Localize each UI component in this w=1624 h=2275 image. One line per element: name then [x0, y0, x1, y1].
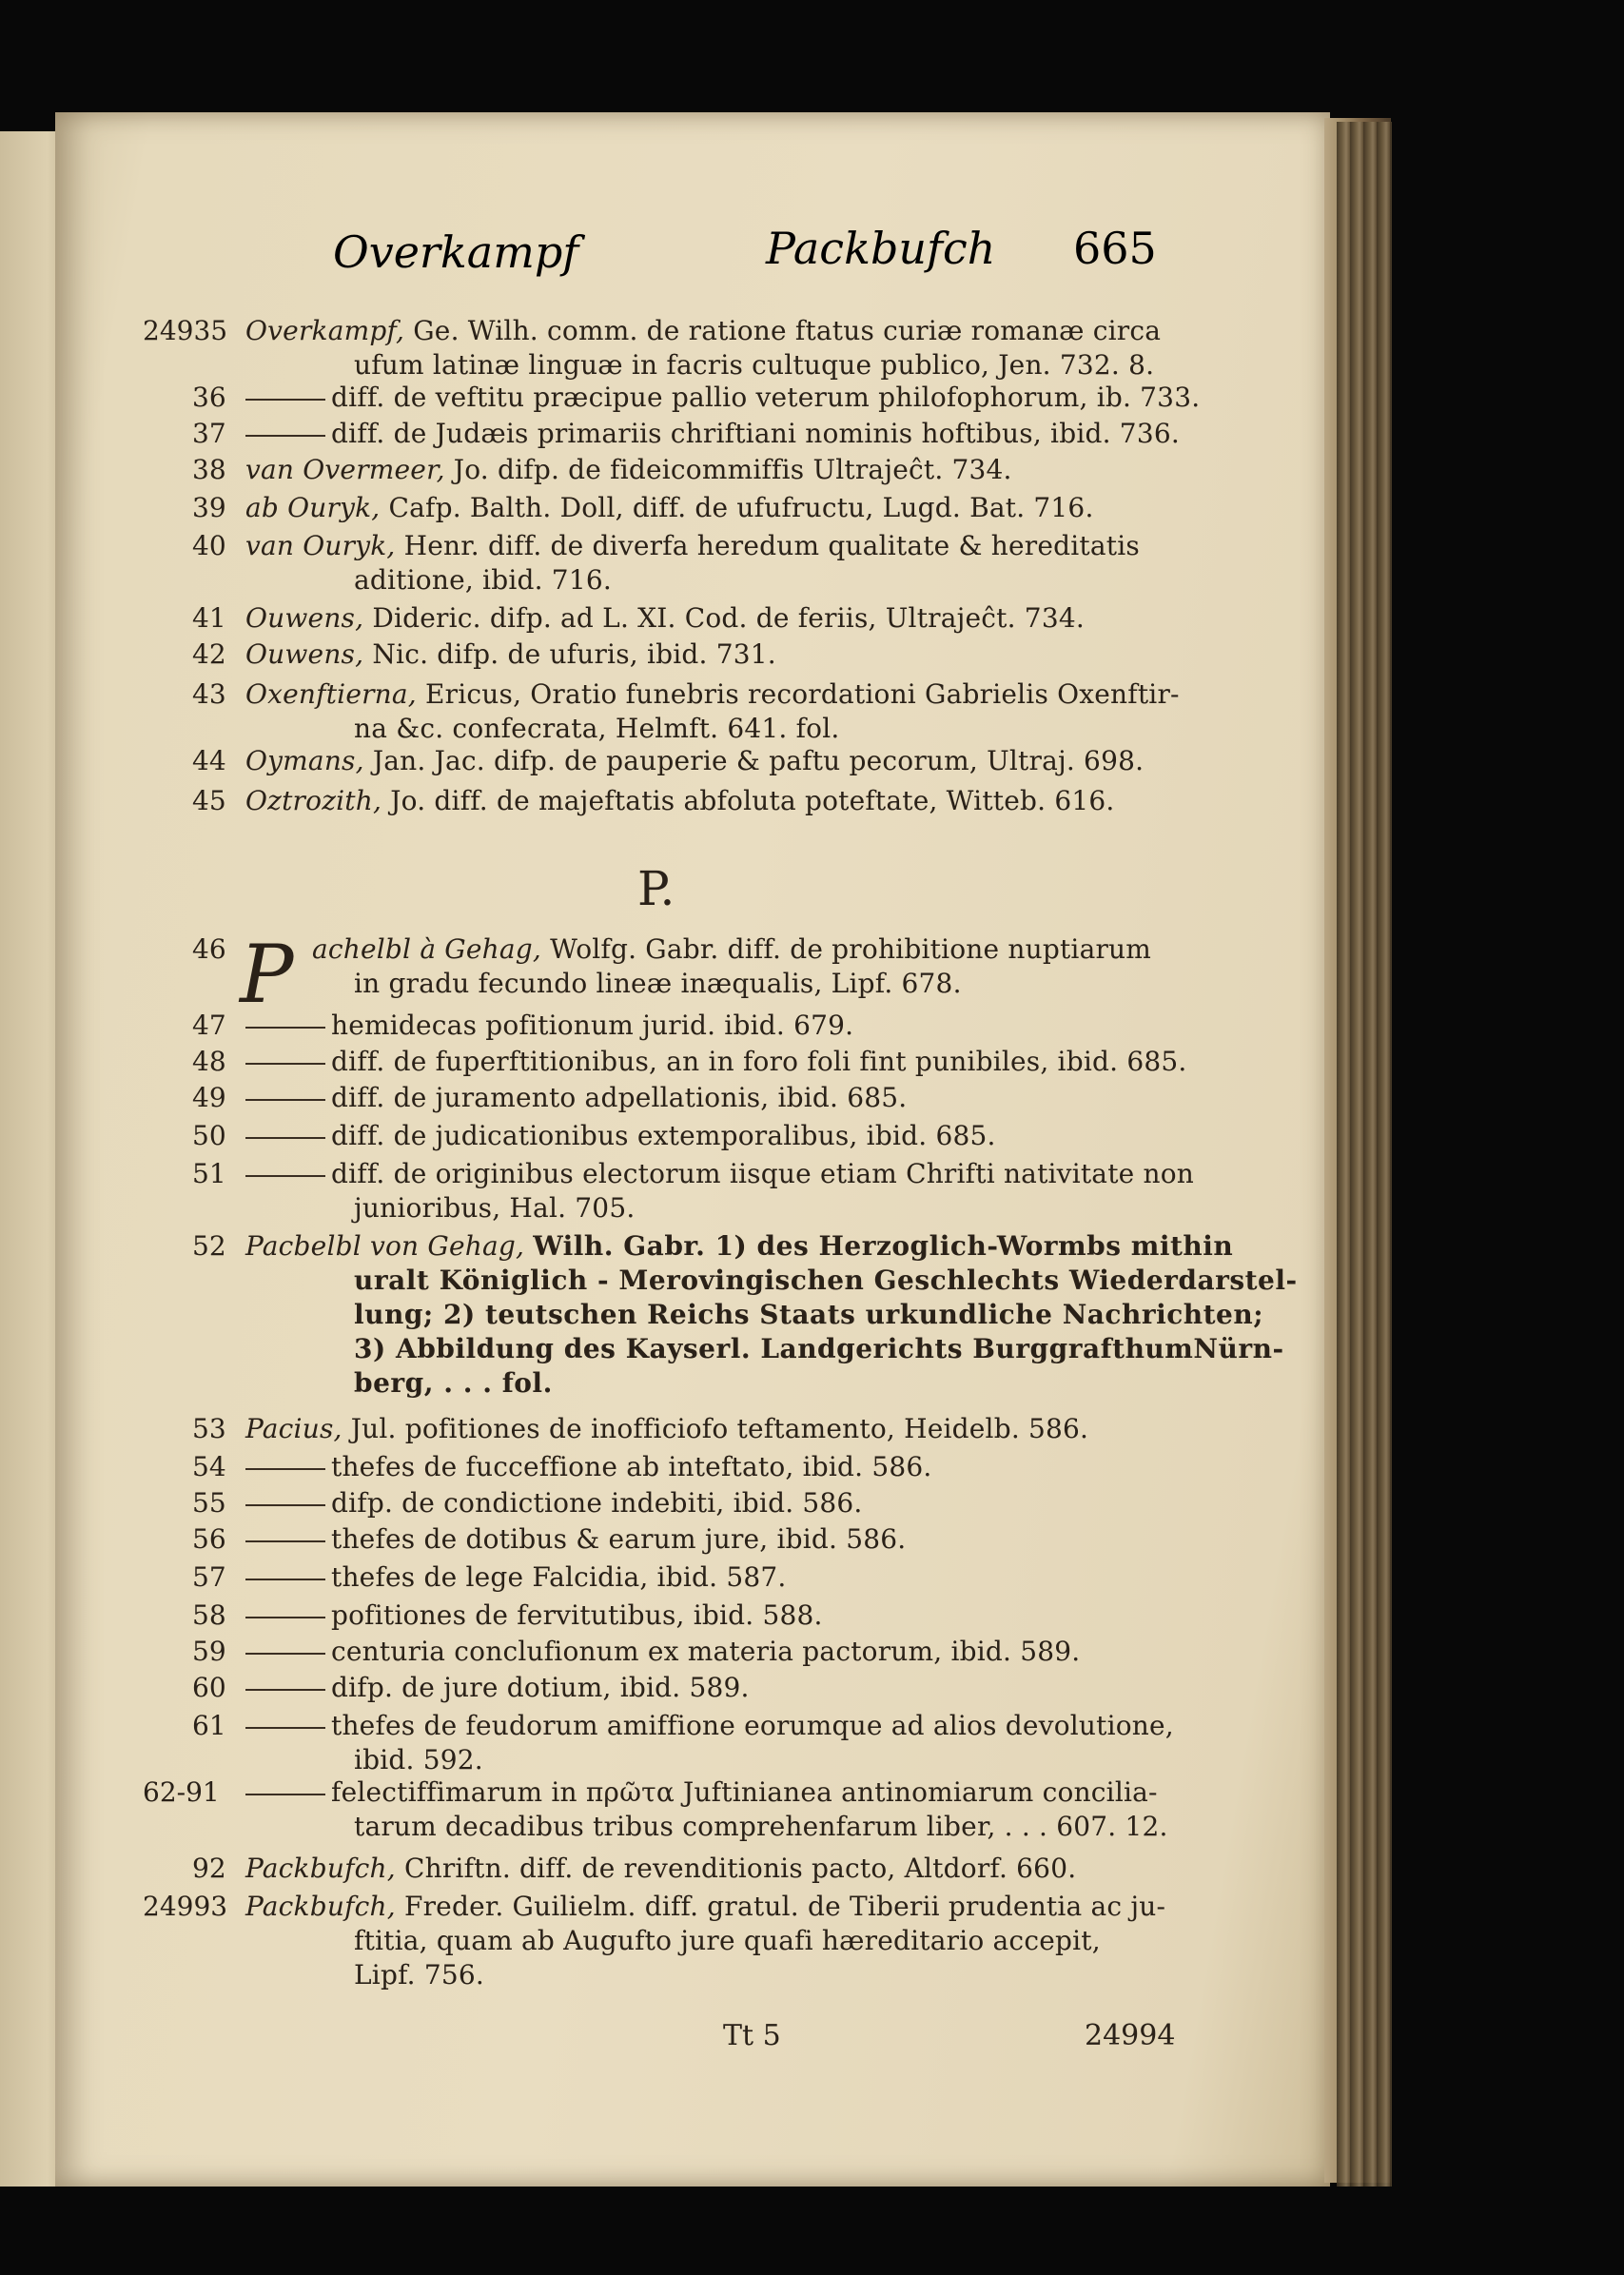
entry-continuation-line: [354, 1743, 483, 1777]
entry-continuation-line: [354, 967, 962, 1001]
entry-line: [245, 744, 1144, 778]
entry-text: Jo. diff. de majeftatis abfoluta poteftate, Witteb. 616.: [390, 785, 1115, 816]
entry-line: [245, 1890, 1165, 1924]
entry-text: berg, . . . fol.: [354, 1367, 553, 1399]
entry-line: [245, 1119, 996, 1153]
running-head-center: Packbufch: [766, 223, 996, 274]
entry-line: [245, 417, 1180, 451]
entry-text: centuria conclufionum ex materia pactorum, ibid. 589.: [331, 1636, 1081, 1667]
entry-text: Henr. diff. de diverfa heredum qualitate & hereditatis: [403, 530, 1140, 561]
entry-text: pofitiones de fervitutibus, ibid. 588.: [331, 1599, 823, 1631]
entry-author: Pacius,: [245, 1413, 351, 1444]
entry-line: [245, 1045, 1186, 1079]
entry-number: 62-91: [143, 1776, 220, 1808]
entry-author: Ouwens,: [245, 638, 373, 670]
entry-line: [245, 1229, 1233, 1264]
entry-line: [245, 1157, 1194, 1191]
entry-author: Oymans,: [245, 745, 373, 776]
entry-text: Nic. difp. de ufuris, ibid. 731.: [372, 638, 776, 670]
entry-number: 58: [192, 1599, 226, 1631]
entry-number: 49: [192, 1082, 226, 1113]
entry-number: 41: [192, 602, 226, 634]
entry-text: aditione, ibid. 716.: [354, 564, 612, 596]
entry-text: thefes de feudorum amiffione eorumque ad alios devolutione,: [331, 1710, 1174, 1741]
entry-line: [245, 1522, 906, 1557]
entry-continuation-line: [354, 1924, 1101, 1958]
entry-author: Packbufch,: [245, 1891, 404, 1922]
entry-continuation-line: [354, 1958, 484, 1992]
entry-number: 45: [192, 785, 226, 816]
entry-line: [245, 784, 1114, 818]
ditto-dash: [245, 435, 325, 437]
entry-line: [245, 601, 1085, 636]
entry-continuation-line: [354, 1332, 1284, 1366]
entry-continuation-line: [354, 1810, 1168, 1844]
entry-text: difp. de condictione indebiti, ibid. 586.: [331, 1487, 863, 1519]
ditto-dash: [245, 1027, 325, 1029]
entry-text: Jo. difp. de fideicommiffis Ultrajeĉt. 734.: [453, 454, 1012, 485]
entry-number: 56: [192, 1523, 226, 1555]
signature-mark: Tt 5: [723, 2019, 781, 2052]
page-number: 665: [1073, 223, 1157, 274]
entry-line: [245, 1671, 750, 1705]
ditto-dash: [245, 1504, 325, 1506]
entry-author: achelbl à Gehag,: [312, 933, 551, 965]
entry-continuation-line: [354, 1366, 553, 1401]
entry-text: 3) Abbildung des Kayserl. Landgerichts BurggrafthumNürn-: [354, 1333, 1284, 1364]
entry-text: Freder. Guilielm. diff. gratul. de Tiberii prudentia ac ju-: [403, 1891, 1166, 1922]
entry-text: hemidecas pofitionum jurid. ibid. 679.: [331, 1010, 854, 1041]
entry-line: [245, 381, 1200, 415]
entry-text: Jan. Jac. difp. de pauperie & paftu pecorum, Ultraj. 698.: [372, 745, 1145, 776]
running-head-left: Overkampf: [333, 226, 579, 278]
entry-line: [245, 1009, 853, 1043]
entry-text: diff. de Judæis primariis chriftiani nominis hoftibus, ibid. 736.: [331, 418, 1180, 449]
entry-line: [245, 453, 1012, 487]
entry-text: ibid. 592.: [354, 1744, 483, 1775]
entry-number: 52: [192, 1230, 226, 1262]
entry-number: 24993: [143, 1891, 228, 1922]
entry-text: Wolfg. Gabr. diff. de prohibitione nuptiarum: [550, 933, 1152, 965]
entry-author: Packbufch,: [245, 1853, 404, 1884]
entry-line: [245, 1598, 823, 1633]
entry-text: thefes de fucceffione ab inteftato, ibid. 586.: [331, 1451, 932, 1482]
entry-number: 40: [192, 530, 226, 561]
entry-line: [245, 491, 1094, 525]
ditto-dash: [245, 1540, 325, 1542]
entry-text: diff. de veftitu præcipue pallio veterum philofophorum, ib. 733.: [331, 382, 1201, 413]
entry-line: [245, 1852, 1076, 1886]
entry-continuation-line: [354, 1264, 1298, 1298]
ditto-dash: [245, 1175, 325, 1177]
entry-number: 55: [192, 1487, 226, 1519]
entry-number: 44: [192, 745, 226, 776]
entry-number: 36: [192, 382, 226, 413]
entry-text: ufum latinæ linguæ in facris cultuque publico, Jen. 732. 8.: [354, 349, 1155, 381]
entry-text: diff. de judicationibus extemporalibus, ibid. 685.: [331, 1120, 996, 1151]
entry-text: Cafp. Balth. Doll, diff. de ufufructu, Lugd. Bat. 716.: [388, 492, 1094, 523]
entry-number: 38: [192, 454, 226, 485]
entry-text: Lipf. 756.: [354, 1959, 484, 1991]
entry-line: [245, 314, 1161, 348]
entry-text: diff. de fuperftitionibus, an in foro foli fint punibiles, ibid. 685.: [331, 1046, 1187, 1077]
entry-text: felectiffimarum in πρῶτα Juftinianea antinomiarum concilia-: [331, 1776, 1158, 1808]
ditto-dash: [245, 1063, 325, 1065]
ditto-dash: [245, 1653, 325, 1655]
entry-text: na &c. confecrata, Helmft. 641. fol.: [354, 713, 840, 744]
entry-number: 37: [192, 418, 226, 449]
entry-number: 59: [192, 1636, 226, 1667]
entry-number: 43: [192, 678, 226, 710]
entry-text: uralt Königlich - Merovingischen Geschlechts Wiederdarstel-: [354, 1265, 1298, 1296]
entry-line: [245, 1709, 1174, 1743]
entry-text: ftitia, quam ab Augufto jure quafi hæreditario accepit,: [354, 1925, 1101, 1956]
entry-text: junioribus, Hal. 705.: [354, 1192, 636, 1224]
entry-number: 51: [192, 1158, 226, 1189]
entry-continuation-line: [354, 1191, 635, 1226]
ditto-dash: [245, 1794, 325, 1795]
section-heading: P.: [637, 861, 675, 916]
entry-author: Ouwens,: [245, 602, 373, 634]
entry-number: 54: [192, 1451, 226, 1482]
ditto-dash: [245, 1727, 325, 1729]
entry-line: [245, 1635, 1080, 1669]
ditto-dash: [245, 1617, 325, 1618]
entry-number: 24935: [143, 315, 228, 346]
entry-author: Pacbelbl von Gehag,: [245, 1230, 534, 1262]
entry-line: [312, 932, 1151, 967]
entry-number: 39: [192, 492, 226, 523]
entry-text: lung; 2) teutschen Reichs Staats urkundliche Nachrichten;: [354, 1299, 1264, 1330]
entry-text: Wilh. Gabr. 1) des Herzoglich-Wormbs mithin: [533, 1230, 1234, 1262]
entry-line: [245, 1775, 1158, 1810]
entry-number: 57: [192, 1561, 226, 1593]
catchword: 24994: [1085, 2019, 1176, 2052]
entry-line: [245, 1560, 786, 1595]
entry-text: difp. de jure dotium, ibid. 589.: [331, 1672, 750, 1703]
entry-line: [245, 1450, 931, 1484]
entry-line: [245, 1081, 907, 1115]
entry-text: Jul. pofitiones de inofficiofo teftamento, Heidelb. 586.: [350, 1413, 1089, 1444]
entry-line: [245, 677, 1180, 712]
ditto-dash: [245, 1689, 325, 1691]
entry-author: van Overmeer,: [245, 454, 454, 485]
entry-continuation-line: [354, 348, 1154, 382]
entry-text: thefes de lege Falcidia, ibid. 587.: [331, 1561, 787, 1593]
entry-text: Chriftn. diff. de revenditionis pacto, Altdorf. 660.: [403, 1853, 1077, 1884]
entry-text: tarum decadibus tribus comprehenfarum liber, . . . 607. 12.: [354, 1811, 1168, 1842]
ditto-dash: [245, 1579, 325, 1580]
entry-author: ab Ouryk,: [245, 492, 389, 523]
entry-text: diff. de originibus electorum iisque etiam Chrifti nativitate non: [331, 1158, 1195, 1189]
entry-text: Ericus, Oratio funebris recordationi Gabrielis Oxenftir-: [425, 678, 1180, 710]
entry-number: 61: [192, 1710, 226, 1741]
ditto-dash: [245, 399, 325, 401]
entry-number: 53: [192, 1413, 226, 1444]
entry-number: 92: [192, 1853, 226, 1884]
ditto-dash: [245, 1468, 325, 1470]
entry-text: diff. de juramento adpellationis, ibid. 685.: [331, 1082, 908, 1113]
entry-number: 60: [192, 1672, 226, 1703]
entry-text: Ge. Wilh. comm. de ratione ftatus curiæ romanæ circa: [413, 315, 1162, 346]
entry-number: 50: [192, 1120, 226, 1151]
entry-continuation-line: [354, 1298, 1263, 1332]
entry-number: 46: [192, 933, 226, 965]
entry-line: [245, 1486, 863, 1520]
entry-author: van Ouryk,: [245, 530, 404, 561]
entry-continuation-line: [354, 712, 839, 746]
entry-text: Dideric. difp. ad L. XI. Cod. de feriis, Ultrajeĉt. 734.: [372, 602, 1085, 634]
drop-cap-p: P: [240, 928, 294, 1021]
ditto-dash: [245, 1137, 325, 1139]
entry-number: 47: [192, 1010, 226, 1041]
entry-line: [245, 637, 776, 672]
entry-author: Oxenftierna,: [245, 678, 426, 710]
ditto-dash: [245, 1099, 325, 1101]
entry-number: 42: [192, 638, 226, 670]
entry-text: thefes de dotibus & earum jure, ibid. 586.: [331, 1523, 907, 1555]
entry-author: Overkampf,: [245, 315, 414, 346]
entry-text: in gradu fecundo lineæ inæqualis, Lipf. 678.: [354, 968, 962, 999]
entry-line: [245, 1412, 1088, 1446]
entry-line: [245, 529, 1140, 563]
entry-continuation-line: [354, 563, 612, 598]
entry-author: Oztrozith,: [245, 785, 391, 816]
entry-number: 48: [192, 1046, 226, 1077]
